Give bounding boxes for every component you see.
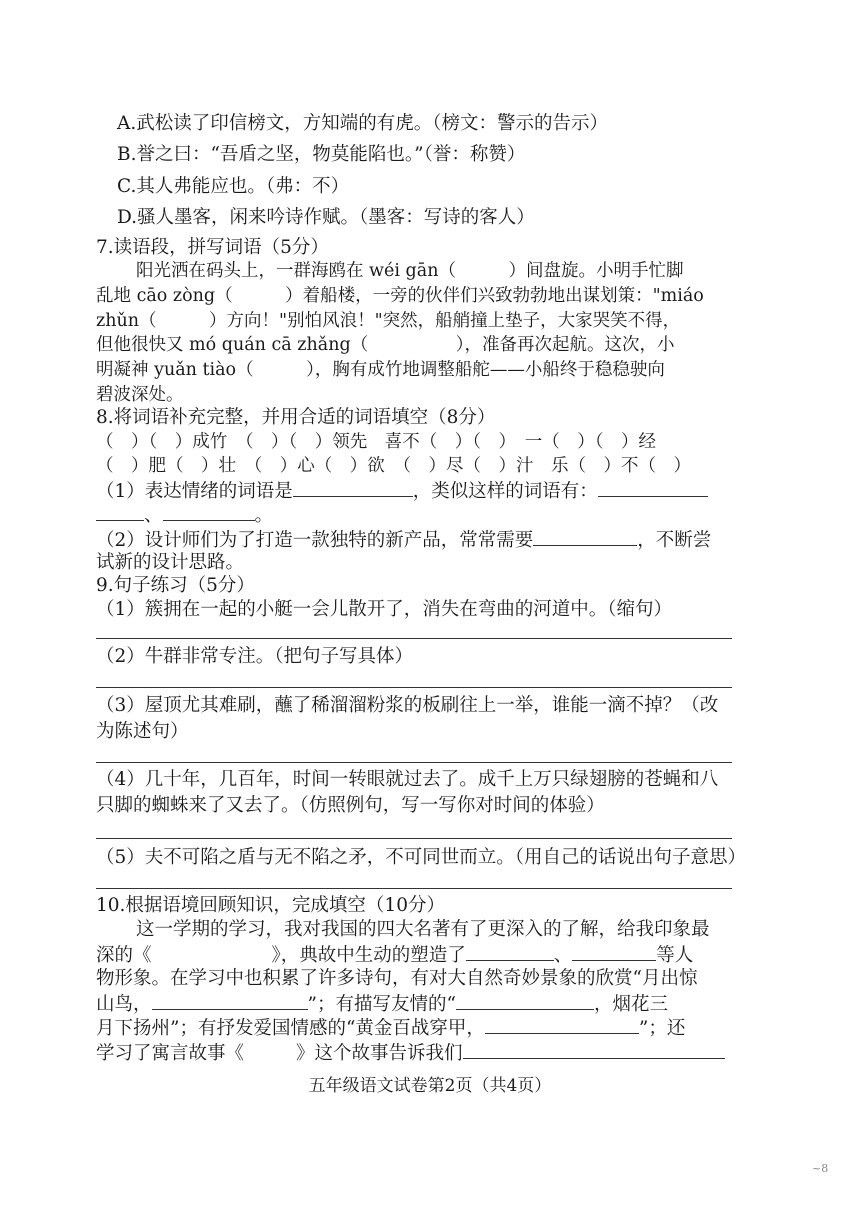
q8-title: 8.将词语补充完整，并用合适的词语填空（8分） — [96, 407, 496, 428]
q10-line-3: 物形象。在学习中也积累了许多诗句，有对大自然奇妙景象的欣赏“月出惊 — [96, 968, 698, 989]
q7-line-6: 碧波深处。 — [96, 385, 184, 405]
q10-l6-text-b: 》这个故事告诉我们 — [296, 1043, 463, 1064]
q9-s1-answer-line[interactable] — [96, 638, 732, 639]
q10-line-1: 这一学期的学习，我对我国的四大名著有了更深入的了解，给我印象最 — [136, 919, 710, 940]
q10-l4-text-b: ”；有描写友情的“ — [307, 994, 456, 1015]
q7-line-2: 乱地 cāo zòng（ ）着船楼，一旁的伙伴们兴致勃勃地出谋划策："miáo — [96, 286, 704, 306]
q10-l4-text-a: 山鸟， — [96, 994, 152, 1015]
q7-title: 7.读语段，拼写词语（5分） — [96, 237, 329, 258]
q9-s1: （1）簇拥在一起的小艇一会儿散开了，消失在弯曲的河道中。（缩句） — [96, 599, 673, 620]
q9-s5-answer-line[interactable] — [96, 888, 732, 889]
q9-s2-answer-line[interactable] — [96, 687, 732, 688]
q8-s1-blank-4[interactable] — [163, 502, 255, 521]
q10-line-4 — [96, 991, 736, 1017]
q9-s3-b: 为陈述句） — [96, 721, 189, 742]
q8-s1-text-b: ，类似这样的词语有： — [412, 481, 598, 502]
q9-s4-answer-line[interactable] — [96, 838, 732, 839]
option-d: D.骚人墨客，闲来吟诗作赋。（墨客：写诗的客人） — [117, 207, 535, 228]
q7-line-4: 但他很快又 mó quán cā zhǎng（ ），准备再次起航。这次，小 — [96, 335, 675, 355]
q8-row-1: （ ）（ ）成竹 （ ）（ ）领先 喜不（ ）（ ） 一（ ）（ ）经 — [96, 432, 656, 452]
q10-l4-text-c: ，烟花三 — [593, 994, 668, 1015]
q8-s1-text-c: 、 — [144, 505, 163, 526]
q8-s1-blank-2[interactable] — [598, 478, 708, 497]
q8-s2-text-b: ，不断尝 — [637, 530, 712, 551]
q9-s2: （2）牛群非常专注。（把句子写具体） — [96, 646, 414, 667]
q10-l2-text-d: 等人 — [656, 945, 694, 966]
q8-s2-text-a: （2）设计师们为了打造一款独特的新产品，常常需要 — [96, 530, 534, 551]
q10-line-5 — [96, 1015, 736, 1041]
option-b: B.誉之曰：“吾盾之坚，物莫能陷也。”（誉：称赞） — [117, 144, 526, 165]
option-a: A.武松读了印信榜文，方知端的有虎。（榜文：警示的告示） — [117, 113, 608, 134]
corner-mark: ~8 — [812, 1162, 829, 1175]
q9-title: 9.句子练习（5分） — [96, 575, 255, 596]
q8-s1-text-a: （1）表达情绪的词语是 — [96, 481, 293, 502]
q8-s2-blank[interactable] — [533, 527, 637, 546]
q9-s4-a: （4）几十年，几百年，时间一转眼就过去了。成千上万只绿翅膀的苍蝇和八 — [96, 769, 719, 790]
q8-s1-blank-3[interactable] — [96, 502, 144, 521]
q8-sentence-2-cont: 试新的设计思路。 — [96, 552, 245, 573]
q10-poem-blank-2[interactable] — [456, 991, 594, 1010]
q9-s4-b: 只脚的蜘蛛来了又去了。（仿照例句，写一写你对时间的体验） — [96, 795, 605, 816]
q10-line-2 — [96, 942, 736, 968]
q10-l2-text-a: 深的《 — [96, 945, 152, 966]
q10-character-blank-2[interactable] — [572, 942, 656, 961]
q10-poem-blank-3[interactable] — [485, 1015, 639, 1034]
q10-l2-text-c: 、 — [553, 945, 573, 966]
q9-s3-answer-line[interactable] — [96, 762, 732, 763]
q7-line-5: 明凝神 yuǎn tiào（ ），胸有成竹地调整船舵——小船终于稳稳驶向 — [96, 360, 665, 380]
q7-line-3: zhǔn（ ）方向！"别怕风浪！"突然，船艄撞上垫子，大家哭笑不得， — [96, 311, 681, 331]
q8-s1-blank-1[interactable] — [293, 478, 413, 497]
option-c: C.其人弗能应也。（弗：不） — [117, 176, 350, 197]
q8-sentence-2 — [96, 527, 736, 553]
q10-l2-text-b: 》，典故中生动的塑造了 — [271, 945, 466, 966]
q10-poem-blank-1[interactable] — [152, 991, 308, 1010]
q8-s1-text-d: 。 — [254, 505, 274, 526]
q10-title: 10.根据语境回顾知识，完成填空（10分） — [96, 895, 445, 916]
q7-line-1: 阳光洒在码头上，一群海鸥在 wéi gān（ ）间盘旋。小明手忙脚 — [136, 261, 684, 281]
q10-lesson-blank[interactable] — [463, 1040, 725, 1059]
q9-s3-a: （3）屋顶尤其难刷，蘸了稀溜溜粉浆的板刷往上一举，谁能一滴不掉？（改 — [96, 695, 719, 716]
q10-line-6 — [96, 1040, 736, 1066]
q8-sentence-1-cont — [96, 502, 736, 528]
q10-character-blank-1[interactable] — [466, 942, 554, 961]
q10-l5-text-b: ”；还 — [638, 1018, 686, 1039]
q8-row-2: （ ）肥（ ）壮 （ ）心（ ）欲 （ ）尽（ ）汁 乐（ ）不（ ） — [96, 456, 691, 476]
q8-sentence-1 — [96, 478, 736, 504]
page-footer: 五年级语文试卷第2页（共4页） — [308, 1076, 552, 1096]
q10-l5-text-a: 月下扬州”；有抒发爱国情感的“黄金百战穿甲， — [96, 1018, 485, 1039]
q9-s5: （5）夫不可陷之盾与无不陷之矛，不可同世而立。（用自己的话说出句子意思） — [96, 847, 747, 868]
q10-l6-text-a: 学习了寓言故事《 — [96, 1043, 245, 1064]
